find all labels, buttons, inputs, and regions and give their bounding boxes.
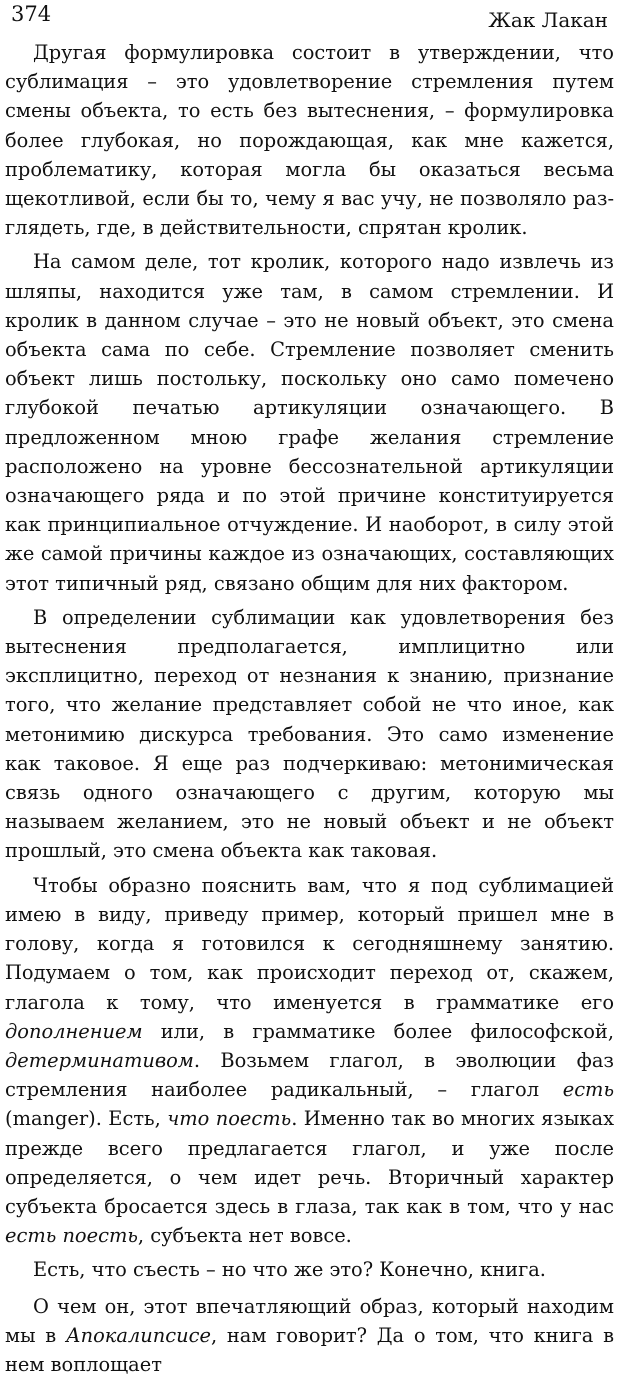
text-run: . Возьмем глагол, в эволюции фаз стремления наиболее радикальный, – глагол <box>5 1048 614 1102</box>
text-run: . Именно так во многих языках прежде всего предлагается глагол, и уже после определяется, о чем идет речь. Вторичный характер субъекта бросается здесь в глаза, так как в том, что у нас <box>5 1107 615 1218</box>
paragraph <box>5 871 614 1251</box>
text-run: (manger). Есть, <box>5 1107 168 1131</box>
page-header <box>5 0 614 40</box>
italic-term: есть <box>562 1078 614 1102</box>
italic-term: есть поесть <box>5 1224 138 1248</box>
text-run: Другая формулировка состоит в утверждении, что сублимация – это удовлетворение стремления путем смены объекта, то есть без вытеснения, – формулировка более глубокая, но порождающая, как мне кажется, проблематику, которая могла бы оказаться весьма щекотливой, если бы то, чему я вас учу, не позволяло разглядеть, где, в действительности, спрятан кролик. <box>5 41 614 240</box>
text-run: , субъекта нет вовсе. <box>137 1224 352 1248</box>
text-run: На самом деле, тот кролик, которого надо извлечь из шляпы, находится уже там, в самом стремлении. И кролик в данном случае – это не новый объект, это смена объекта сама по себе. Стремление позволяет сменить объект лишь постольку, поскольку оно само помечено глубокой печатью артикуляции означающего. В предложенном мною графе желания стремление расположено на уровне бессознательной артикуляции означающего ряда и по этой причине конституируется как принципиальное отчуждение. И наоборот, в силу этой же самой причины каждое из означающих, составляющих этот типичный ряд, связано общим для них фактором. <box>5 250 614 595</box>
paragraph <box>5 603 614 866</box>
italic-term: дополнением <box>5 1019 143 1043</box>
body-text <box>5 38 614 1384</box>
paragraph <box>5 1255 614 1284</box>
running-head: Жак Лакан <box>488 8 608 32</box>
paragraph <box>5 247 614 597</box>
text-run: или, в грамматике более философской, <box>142 1019 614 1043</box>
paragraph <box>5 38 614 242</box>
italic-term: что поесть <box>167 1107 292 1131</box>
italic-term: детерминативом <box>5 1048 194 1072</box>
text-run: Есть, что съесть – но что же это? Конечно, книга. <box>33 1258 546 1282</box>
italic-term: Апокалипсисе <box>65 1323 211 1347</box>
text-run: О чем он, этот впечатляющий образ, который находим мы в <box>5 1294 614 1347</box>
page-number: 374 <box>11 2 52 26</box>
text-run: Чтобы образно пояснить вам, что я под сублимацией имею в виду, приведу пример, который пришел мне в голову, когда я готовился к сегодняшнему занятию. Подумаем о том, как происходит переход от, скажем, глагола к тому, что именуется в грамматике его <box>5 873 614 1014</box>
text-run: В определении сублимации как удовлетворения без вытеснения предполагается, имплицитно или эксплицитно, переход от незнания к знанию, признание того, что желание представляет собой не что иное, как метонимию дискурса требования. Это само изменение как таковое. Я еще раз подчеркиваю: метонимическая связь одного означающего с другим, которую мы называем желанием, это не новый объект и не объект прошлый, это смена объекта как таковая. <box>5 605 614 863</box>
paragraph <box>5 1292 614 1380</box>
text-run: , нам говорит? Да о том, что книга в нем воплощает <box>5 1323 614 1376</box>
